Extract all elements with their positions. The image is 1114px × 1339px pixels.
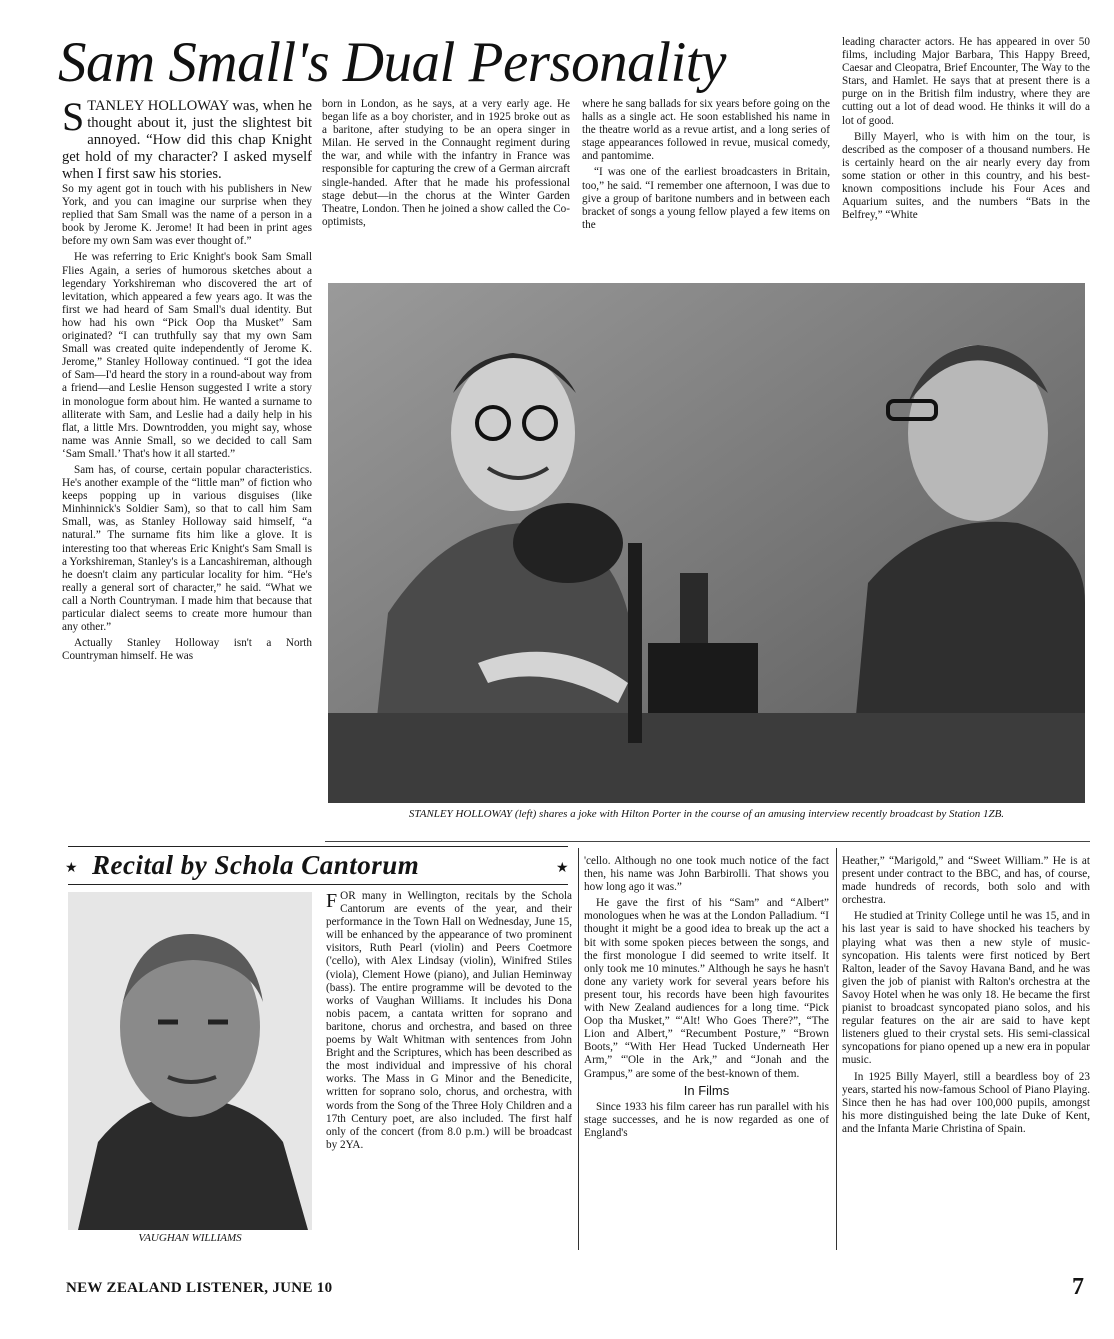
star-icon: ★ [556, 861, 569, 876]
article-paragraph: He was referring to Eric Knight's book Sam Small Flies Again, a series of humorous sketches about a legendary Yorkshireman who discovered the art of levitation, which appeared a few years ago. It was the first we had heard of Sam Small's dual identity. But how had his own “Pick Oop tha Musket” Sam originated? “I can truthfully say that my own Sam Small was created quite independently of Jerome K. Jerome,” Stanley Holloway continued. “I got the idea of Sam—I'd heard the story in a round-about way from a friend—and Leslie Henson suggested I write a story in monologue form about him. He wanted a surname to alliterate with Sam, and Leslie had a daily help in his flat, a little Mrs. Downtrodden, you might say, whose name was Annie Small, so we decided to call Sam ‘Sam Small.’ That's how it all started.” [62, 251, 312, 460]
page-number: 7 [1072, 1274, 1085, 1300]
lower-column-2 [842, 855, 1090, 1250]
in-films-subhead: In Films [683, 1082, 730, 1098]
article-paragraph: “I was one of the earliest broadcasters in Britain, too,” he said. “I remember one afternoon, I was due to give a group of baritone numbers and in between each bracket of songs a young fellow played a few items on the [582, 166, 830, 231]
article-paragraph: Since 1933 his film career has run parallel with his stage successes, and he is now regarded as one of England's [584, 1100, 829, 1139]
article-paragraph: So my agent got in touch with his publishers in New York, and you can imagine our surprise when they replied that Sam Small was the name of a person in a book by Jerome K. Jerome! It had been in print ages before my own Sam was ever thought of.” [62, 183, 312, 248]
article-column-1 [62, 94, 312, 838]
recital-paragraph [326, 890, 572, 1152]
portrait-illustration [68, 892, 312, 1230]
recital-box-border [68, 846, 568, 847]
star-icon: ★ [65, 861, 78, 876]
article-paragraph: leading character actors. He has appeared in over 50 films, including Major Barbara, This Happy Breed, Caesar and Cleopatra, Brief Encounter, The Way to the Stars, and Hamlet. He says that at present there is a purge on in the British film industry, where they are cutting out a lot of dead wood. He thinks it will do a lot of good. [842, 36, 1090, 127]
article-column-3 [582, 98, 830, 273]
article-paragraph: He studied at Trinity College until he was 15, and in his last year is said to have shocked his teachers by playing what was then a new style of music-syncopation. His talents were first noticed by Bert Ralton, leader of the Savoy Havana Band, and he was given the job of pianist with Ralton's orchestra at the Savoy Hotel when he was only 18. He became the first pianist to broadcast syncopated piano solos, and his regular features on the air are said to have kept listeners glued to their crystal sets. His semi-classical syncopations for piano opened up a new era in popular music. [842, 910, 1090, 1067]
article-paragraph: He gave the first of his “Sam” and “Albert” monologues when he was at the London Palladium. “I thought it might be a good idea to break up the act a bit with some spoken pieces between the songs, and the first monologue I did seemed to write itself. It only took me 10 minutes.” Although he says he hasn't done any variety work for several years before his present tour, his records have been high favourites with New Zealand audiences for a long time. “Pick Oop tha Musket,” “'Alt! Who Goes There?”, “The Lion and Albert,” “Recumbent Posture,” “Brown Boots,” “With Her Head Tucked Underneath Her Arm,” “'Ole in the Ark,” and “Jonah and the Grampus,” are some of the best-known of them. [584, 897, 829, 1080]
recital-title: Recital by Schola Cantorum [92, 850, 420, 880]
article-paragraph: In 1925 Billy Mayerl, still a beardless boy of 23 years, started his now-famous School of Piano Playing. Since then he has had over 100,000 pupils, amongst his more distinguished being the late Duke of Kent, and the Infanta Marie Christina of Spain. [842, 1070, 1090, 1135]
masthead-footer: NEW ZEALAND LISTENER, JUNE 10 [66, 1280, 333, 1296]
portrait-caption: VAUGHAN WILLIAMS [138, 1232, 242, 1244]
lower-column-1 [584, 855, 829, 1250]
vaughan-williams-portrait [68, 892, 312, 1230]
recital-column [326, 890, 572, 1245]
photo-caption: STANLEY HOLLOWAY (left) shares a joke with Hilton Porter in the course of an amusing interview recently broadcast by Station 1ZB. [408, 808, 1005, 820]
column-rule [578, 848, 579, 1250]
page-headline: Sam Small's Dual Personality [58, 31, 726, 94]
recital-box-border-bottom [68, 884, 568, 885]
interview-photo [328, 283, 1085, 803]
article-column-4 [842, 36, 1090, 276]
article-lead [62, 94, 312, 183]
lead-text: TANLEY HOLLOWAY was, when he thought about it, just the slightest bit annoyed. “How did this chap Knight get hold of my character? I asked myself when I first saw his stories. [62, 98, 312, 182]
interview-photo-illustration [328, 283, 1085, 803]
column-rule [836, 848, 837, 1250]
article-column-2 [322, 98, 570, 273]
article-paragraph: born in London, as he says, at a very early age. He began life as a boy chorister, and in 1925 broke out as a baritone, after studying to be an opera singer in Milan. He served in the Connaught regiment during the war, and while with the infantry in France was responsible for capturing the crew of a German aircraft single-handed. After that he made his professional stage debut—in the chorus at the Winter Garden Theatre, London. Then he joined a show called the Co-optimists, [322, 98, 570, 228]
recital-text: OR many in Wellington, recitals by the Schola Cantorum are events of the year, and their performance in the Town Hall on Wednesday, June 15, will be enhanced by the appearance of two prominent visitors, Ruth Pearl (violin) and Peers Coetmore ('cello), with Alex Lindsay (violin), Winifred Stiles (viola), Clement Howe (piano), and Julian Heminway (bass). The entire programme will be devoted to the works of Vaughan Williams. It includes his Dona nobis pacem, a cantata written for soprano and baritone, chorus and orchestra, and based on three poems by Walt Whitman with sentences from John Bright and the Scriptures, which has been described as the most individual and impressive of his choral works. The Mass in G Minor and the Benedicite, written for soprano solo, chorus, and orchestra, with words from the Song of the Three Holy Children and a 17th Century poet, are also included. The first half only of the concert (from 8.0 p.m.) will be broadcast by 2YA. [326, 890, 572, 1151]
article-paragraph: where he sang ballads for six years before going on the halls as a single act. He soon established his name in the theatre world as a revue artist, and a long series of stage appearances followed in revue, musical comedy, and pantomime. [582, 98, 830, 163]
article-paragraph: 'cello. Although no one took much notice of the fact then, his name was John Barbirolli. That shows you how long ago it was.” [584, 855, 829, 894]
article-paragraph: Billy Mayerl, who is with him on the tour, is described as the composer of a thousand numbers. He is certainly heard on the air nearly every day from some station or other in this country, and his best-known compositions include his Four Aces and Aquarium suites, and the numbers “Bats in the Belfrey,” “White [842, 130, 1090, 222]
article-paragraph: Sam has, of course, certain popular characteristics. He's another example of the “little man” of fiction who keeps popping up in various disguises (like Minhinnick's Soldier Sam), so that to call him Sam Small, was, as Stanley Holloway said himself, “a natural.” The surname fits him like a glove. It is interesting too that whereas Eric Knight's Sam Small is a Yorkshireman, Stanley's is a Lancashireman, although he doesn't claim any particular locality for him. “He's really a general sort of character,” he said. “What we call a North Countryman. I made him that because that particular dialect seems to create more humour than any other.” [62, 463, 312, 634]
drop-cap: F [326, 890, 338, 912]
drop-cap: S [62, 94, 85, 139]
article-paragraph: Actually Stanley Holloway isn't a North Countryman himself. He was [62, 637, 312, 663]
section-divider [325, 841, 1090, 842]
article-paragraph: Heather,” “Marigold,” and “Sweet William.” He is at present under contract to the BBC, and has, of course, made hundreds of records, both solo and with orchestra. [842, 855, 1090, 907]
